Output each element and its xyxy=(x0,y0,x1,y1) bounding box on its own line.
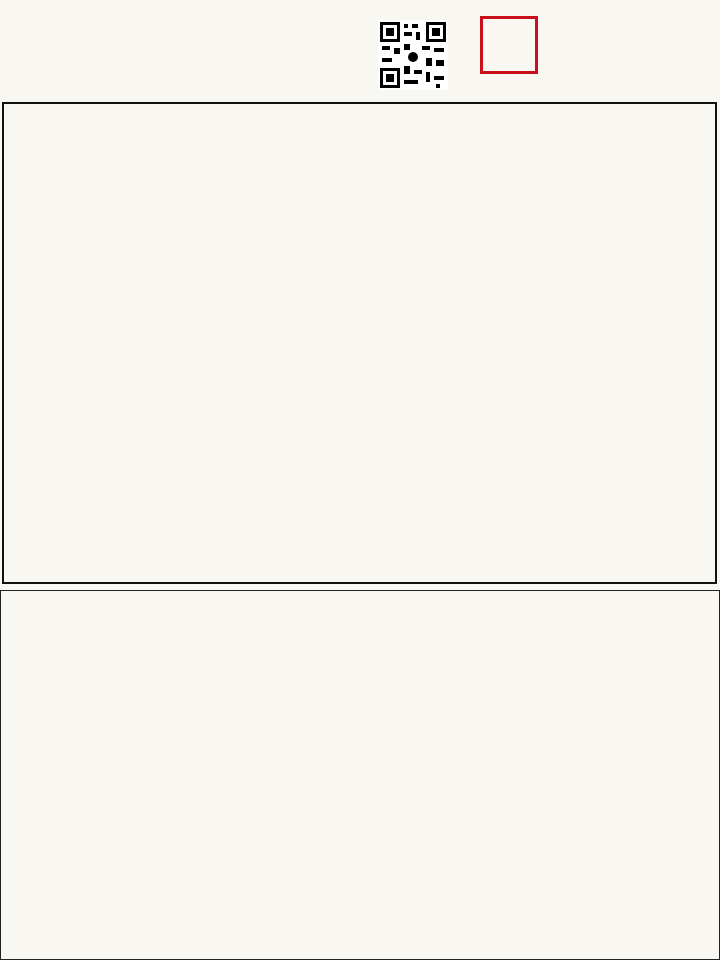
yearly-table xyxy=(0,590,720,960)
brand-logo xyxy=(476,8,708,78)
chart-grid xyxy=(2,102,717,584)
brand-seal xyxy=(480,16,538,74)
qr-code xyxy=(378,20,448,90)
